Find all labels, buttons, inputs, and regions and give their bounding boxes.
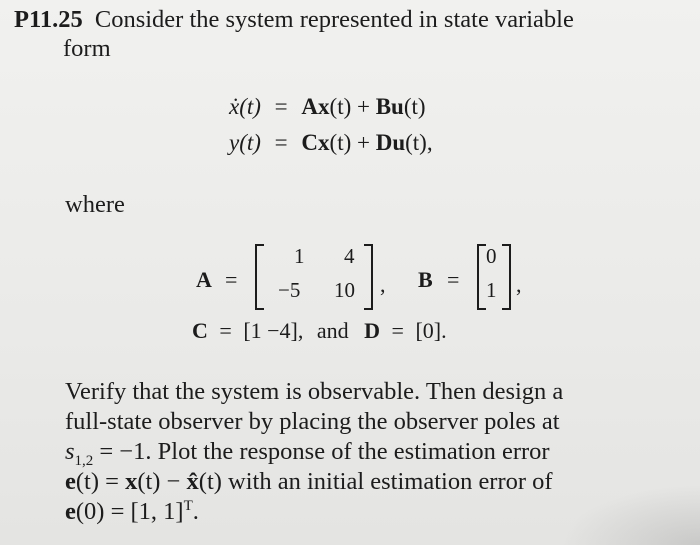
matrix-c-value: [1 −4], [243, 318, 304, 343]
task-line4-c: (t) with an initial estimation error of [198, 468, 553, 495]
task-line [65, 438, 550, 470]
matrix-d-label: D [364, 318, 381, 343]
matrix-b-right-bracket [502, 244, 511, 310]
initial-error-value: (0) = [1, 1] [75, 498, 184, 526]
equals-b: = [447, 267, 460, 292]
task-line4-b: (t) − [137, 468, 187, 495]
task-line: Verify that the system is observable. Then design a [65, 378, 564, 405]
eq2-lhs: y(t) [229, 130, 261, 155]
matrix-b-cell: 0 [486, 244, 497, 268]
problem-number: P11.25 [14, 6, 83, 33]
error-symbol: e [65, 498, 76, 526]
state-symbol: x [125, 468, 138, 495]
transpose-superscript: T [183, 498, 193, 514]
eq1-t: (t) [403, 94, 426, 119]
task-line4-a: (t) = [75, 468, 126, 495]
output-equation: y(t) = Cx(t) + Du(t), [229, 130, 433, 155]
error-symbol: e [65, 468, 76, 495]
eq2-term-du: Du [375, 130, 406, 155]
matrix-b-label: B [418, 267, 433, 292]
eq2-plus: (t) + [329, 130, 376, 155]
task-line5-end: . [192, 498, 199, 526]
task-line: full-state observer by placing the observer poles at [65, 408, 560, 435]
task-line [65, 498, 199, 526]
pole-subscript: 1,2 [74, 452, 94, 469]
problem-header [14, 6, 574, 34]
eq1-term-ax: Ax [301, 94, 330, 119]
matrix-a-cell: 10 [334, 278, 355, 302]
matrix-a-cell: 1 [294, 244, 305, 268]
matrix-d-value: [0]. [415, 318, 447, 343]
pole-symbol: s [65, 438, 75, 465]
eq1-plus: (t) + [329, 94, 376, 119]
matrix-a-label: A [196, 267, 212, 292]
eq1-term-bu: Bu [375, 94, 404, 119]
problem-intro: Consider the system represented in state variable [94, 6, 574, 33]
eq2-term-cx: Cx [301, 130, 330, 155]
where-label: where [65, 191, 125, 218]
estimate-symbol: x̂ [186, 468, 199, 495]
comma: , [516, 272, 522, 297]
eq2-t: (t), [405, 130, 433, 155]
eq1-lhs: ẋ(t) [229, 94, 261, 119]
matrix-a-right-bracket [364, 244, 373, 310]
matrix-c-label: C [192, 318, 208, 343]
cd-line: C = [1 −4], and D = [0]. [192, 318, 447, 343]
corner-shadow [560, 485, 700, 545]
state-equation: ẋ(t) = Ax(t) + Bu(t) [229, 94, 426, 119]
matrix-b-left-bracket [477, 244, 486, 310]
task-line [65, 468, 553, 496]
task-line3-rest: = −1. Plot the response of the estimation error [93, 438, 550, 465]
and-text: and [316, 318, 349, 343]
problem-intro-line2: form [63, 35, 111, 62]
equals-a: = [225, 267, 238, 292]
matrix-a-cell: −5 [278, 278, 301, 302]
matrix-a-left-bracket [255, 244, 264, 310]
matrix-a-cell: 4 [344, 244, 355, 268]
matrix-b-cell: 1 [486, 278, 497, 302]
comma: , [380, 272, 386, 297]
